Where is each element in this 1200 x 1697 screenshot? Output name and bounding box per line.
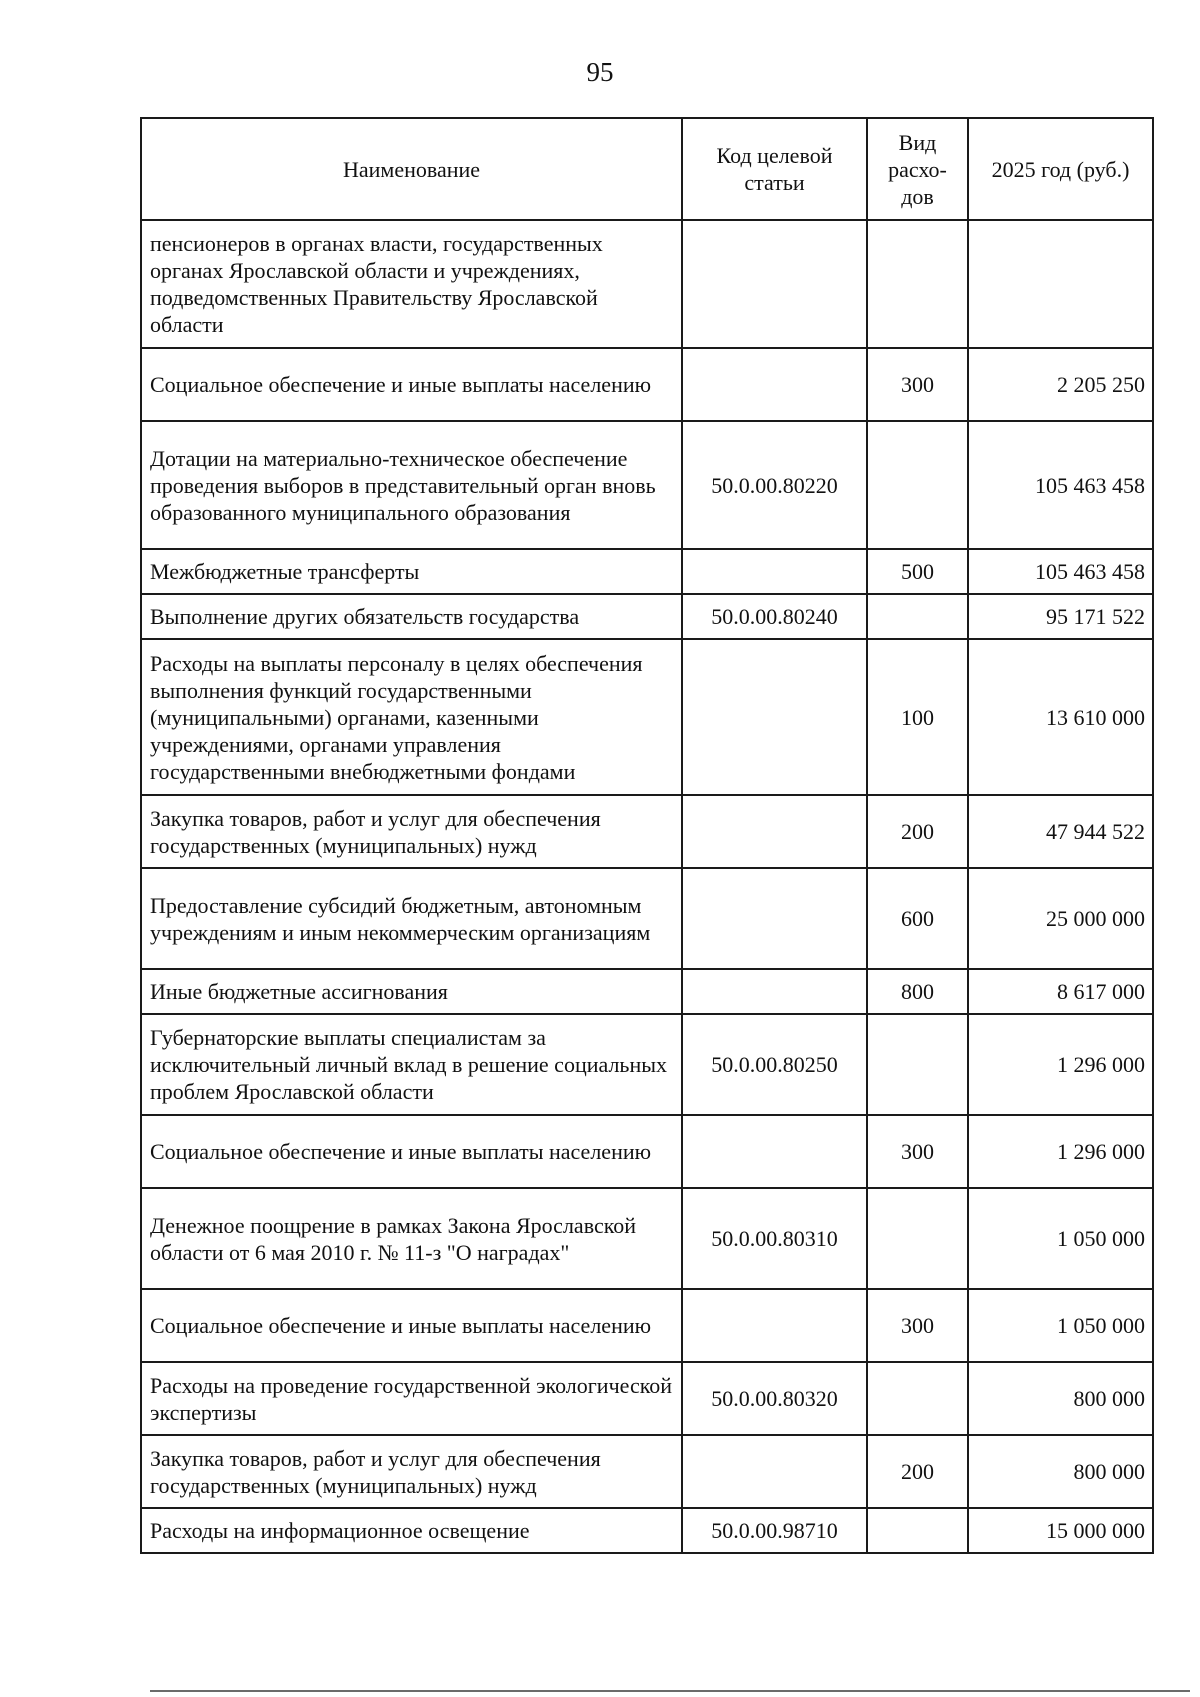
table-row — [141, 1289, 1153, 1362]
row-type: 300 — [867, 1115, 968, 1188]
row-name: Социальное обеспечение и иные выплаты населению — [141, 1289, 682, 1362]
row-sum: 1 296 000 — [968, 1014, 1153, 1115]
row-type: 500 — [867, 549, 968, 594]
row-name: Предоставление субсидий бюджетным, автономным учреждениям и иным некоммерческим организациям — [141, 868, 682, 969]
row-name: Губернаторские выплаты специалистам за исключительный личный вклад в решение социальных проблем Ярославской области — [141, 1014, 682, 1115]
page-number: 95 — [586, 57, 614, 87]
row-code: 50.0.00.80240 — [682, 594, 867, 639]
row-name: Расходы на информационное освещение — [141, 1508, 682, 1553]
row-type: 200 — [867, 1435, 968, 1508]
row-sum: 8 617 000 — [968, 969, 1153, 1014]
table-row — [141, 1362, 1153, 1435]
table-row — [141, 1115, 1153, 1188]
row-code — [682, 1435, 867, 1508]
row-code: 50.0.00.80220 — [682, 421, 867, 549]
table-row — [141, 868, 1153, 969]
row-sum: 1 050 000 — [968, 1289, 1153, 1362]
row-type: 600 — [867, 868, 968, 969]
row-name: Денежное поощрение в рамках Закона Ярославской области от 6 мая 2010 г. № 11-з "О наградах" — [141, 1188, 682, 1289]
table-row — [141, 421, 1153, 549]
row-sum: 15 000 000 — [968, 1508, 1153, 1553]
row-type: 300 — [867, 1289, 968, 1362]
row-name: Межбюджетные трансферты — [141, 549, 682, 594]
row-sum: 47 944 522 — [968, 795, 1153, 868]
row-name: Расходы на проведение государственной экологической экспертизы — [141, 1362, 682, 1435]
row-code — [682, 639, 867, 795]
row-name: Закупка товаров, работ и услуг для обеспечения государственных (муниципальных) нужд — [141, 1435, 682, 1508]
row-sum: 1 050 000 — [968, 1188, 1153, 1289]
row-type: 300 — [867, 348, 968, 421]
table-row — [141, 1435, 1153, 1508]
table-row — [141, 549, 1153, 594]
row-code — [682, 868, 867, 969]
row-code: 50.0.00.80320 — [682, 1362, 867, 1435]
row-type: 200 — [867, 795, 968, 868]
row-name: пенсионеров в органах власти, государственных органах Ярославской области и учреждениях, подведомственных Правительству Ярославской области — [141, 220, 682, 348]
row-sum: 25 000 000 — [968, 868, 1153, 969]
row-code: 50.0.00.80250 — [682, 1014, 867, 1115]
table-row — [141, 1188, 1153, 1289]
row-name: Социальное обеспечение и иные выплаты населению — [141, 1115, 682, 1188]
row-name: Иные бюджетные ассигнования — [141, 969, 682, 1014]
header-name: Наименование — [141, 118, 682, 220]
table-header-row — [141, 118, 1153, 220]
table-row — [141, 594, 1153, 639]
row-sum: 800 000 — [968, 1362, 1153, 1435]
row-code — [682, 795, 867, 868]
row-type: 800 — [867, 969, 968, 1014]
row-sum: 95 171 522 — [968, 594, 1153, 639]
row-code: 50.0.00.98710 — [682, 1508, 867, 1553]
table-row — [141, 220, 1153, 348]
table-row — [141, 969, 1153, 1014]
scan-bottom-edge — [150, 1690, 1190, 1692]
row-code — [682, 1289, 867, 1362]
header-amount-2025: 2025 год (руб.) — [968, 118, 1153, 220]
table-row — [141, 639, 1153, 795]
row-sum: 13 610 000 — [968, 639, 1153, 795]
row-code — [682, 220, 867, 348]
row-type — [867, 1014, 968, 1115]
row-name: Закупка товаров, работ и услуг для обеспечения государственных (муниципальных) нужд — [141, 795, 682, 868]
table-row — [141, 795, 1153, 868]
row-name: Социальное обеспечение и иные выплаты населению — [141, 348, 682, 421]
row-sum: 2 205 250 — [968, 348, 1153, 421]
row-type: 100 — [867, 639, 968, 795]
row-name: Дотации на материально-техническое обеспечение проведения выборов в представительный орган вновь образованного муниципального образования — [141, 421, 682, 549]
row-type — [867, 1188, 968, 1289]
row-sum: 800 000 — [968, 1435, 1153, 1508]
row-type — [867, 421, 968, 549]
row-code — [682, 348, 867, 421]
row-code: 50.0.00.80310 — [682, 1188, 867, 1289]
row-code — [682, 549, 867, 594]
table-row — [141, 348, 1153, 421]
row-sum: 1 296 000 — [968, 1115, 1153, 1188]
row-sum — [968, 220, 1153, 348]
row-code — [682, 1115, 867, 1188]
budget-table — [140, 117, 1154, 1554]
row-type — [867, 1508, 968, 1553]
row-code — [682, 969, 867, 1014]
header-expense-type: Вид расхо- дов — [867, 118, 968, 220]
row-type — [867, 1362, 968, 1435]
row-name: Выполнение других обязательств государства — [141, 594, 682, 639]
row-name: Расходы на выплаты персоналу в целях обеспечения выполнения функций государственными (муниципальными) органами, казенными учреждениями, органами управления государственными внебюджетными фондами — [141, 639, 682, 795]
row-sum: 105 463 458 — [968, 549, 1153, 594]
table-row — [141, 1508, 1153, 1553]
table-row — [141, 1014, 1153, 1115]
header-target-code: Код целевой статьи — [682, 118, 867, 220]
row-type — [867, 594, 968, 639]
row-sum: 105 463 458 — [968, 421, 1153, 549]
row-type — [867, 220, 968, 348]
